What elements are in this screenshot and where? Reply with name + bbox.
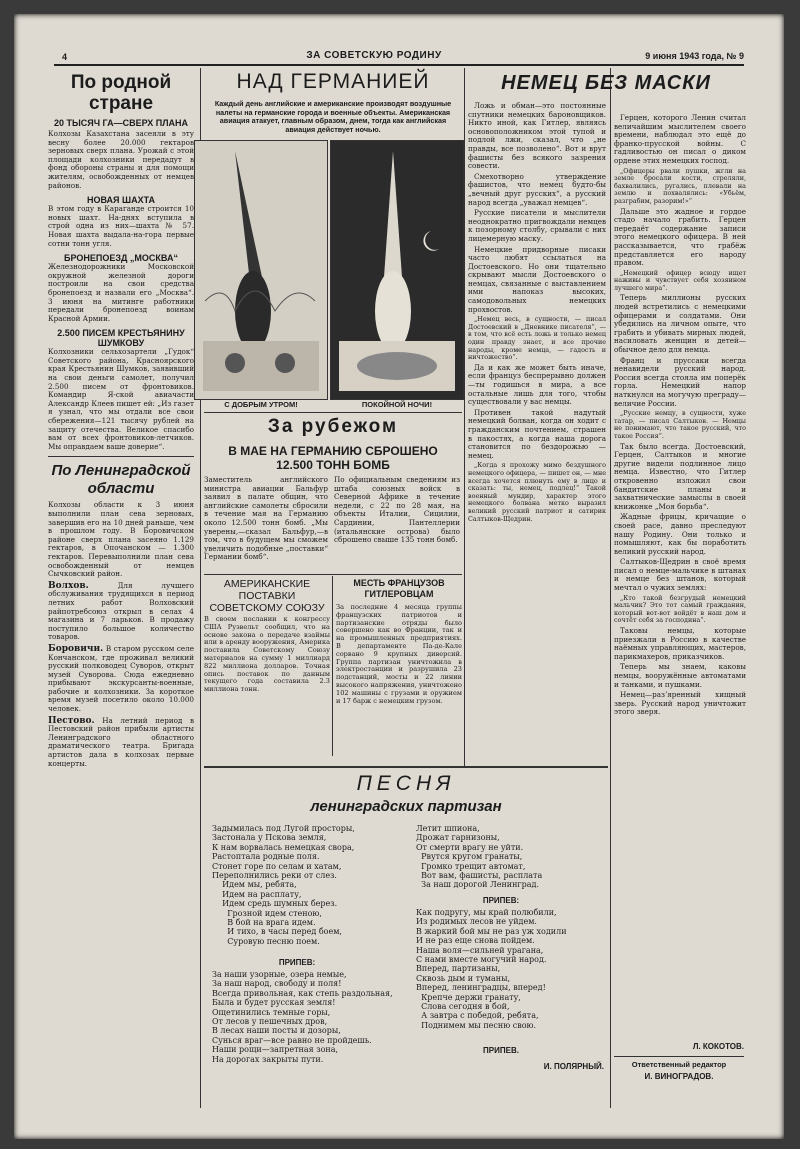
text-may-bombs-a: Заместитель английского министра авиации Бальфур заявил в палате общин, что английские самолеты сбросили в течение мая на Германию около 12.500 тонн бомб. „Мы уверены,—сказал Бальфур,—в том, что в будущем мы сможем увеличить подобные „поставки“ Германии бомб“.	[204, 475, 328, 562]
paragraph: Дальше это жадное и гордое стадо начало грабить. Герцен передаёт содержание записи этого немецкого офицера. В ней рассказывается, что грабёж представляется его народу правом.	[614, 206, 746, 268]
column-rule-2	[464, 68, 465, 768]
paragraph: Немец—раз’яренный хищный зверь. Русский народ уничтожит этого зверя.	[614, 690, 746, 717]
paragraph: Салтыков-Щедрин в своё время писал о немце-мальчике в штанах и немце без штанов, который мечтал о чужих землях:	[614, 557, 746, 593]
paragraph: Теперь мы знаем, каковы немцы, вооружённые автоматами и танками, и пушками.	[614, 662, 746, 689]
caption-good-night: ПОКОЙНОЙ НОЧИ!	[361, 400, 433, 409]
section-title-leningrad: По Ленинградской области	[51, 462, 191, 498]
page-number: 4	[62, 52, 68, 62]
paragraph: Таковы немцы, которые приезжали в Россию в качестве наёмных управляющих, мастеров, парикмахеров, приказчиков.	[614, 626, 746, 661]
quote: „Офицеры рвали пушки, жгли на земле бросали кости, стреляли, бахвалились, ругались, плевали на землю и похвалялись: «Убьём, разграбим, разорим!»“	[614, 166, 746, 205]
headline-mine: НОВАЯ ШАХТА	[87, 195, 155, 206]
editor-rule	[614, 1056, 744, 1057]
lead-over-germany: Каждый день английские и американские производят воздушные налеты на германские города и военные объекты. Американская авиация атакует, главным образом, днем, тогда как английская авиация действует ночью.	[214, 99, 452, 134]
song-top-rule	[204, 766, 608, 768]
left-divider	[48, 456, 194, 457]
song-author: И. ПОЛЯРНЫЙ.	[543, 1062, 604, 1071]
item-borovichi	[48, 645, 194, 714]
paragraph: Ложь и обман—это постоянные спутники немецких бароновщиков. Никто иной, как Гитлер, являясь основоположником этой тупой и подлой лжи, сказал, что „не правды, все позволено“. Вот и врут фашисты без всякого зазрения совести.	[468, 102, 606, 171]
paper-name: ЗА СОВЕТСКУЮ РОДИНУ	[306, 50, 442, 61]
text-train: Железнодорожники Московской окружной железной дороги построили на свои средства бронепоезд и назвали его „Москва“. 3 июня на митинге работники передали бронепоезд воинам Красной Армии.	[48, 262, 194, 323]
quote: „Кто такой безгрудый немецкий мальчик? Это тот самый гражданин, который вот-вот войдёт в наш дом и сочтёт себя за господина“.	[614, 593, 746, 625]
section-title-home: По родной стране	[70, 72, 172, 114]
paragraph: Немецкие придворные писаки часто любят ссылаться на Достоевского. Но они тщательно скрывают мысли Достоевского о немцах, связанные с выставлением ими напоказ высоких, самодовольных немецких прохвостов.	[468, 244, 606, 314]
quote: „Немец весь, в сущности, — писал Достоевский в „Дневнике писателя“, — в том, что всё есть ложь и только немец один правду знает, и все прочие народы, кроме немца, — гадость и ничтожество“.	[468, 315, 606, 362]
paragraph: Франц и пруссаки всегда ненавидели русский народ. Россия всегда стояла им поперёк горла. Немецкий напор наткнулся на могучую преграду—величие России.	[614, 355, 746, 408]
headline-lend-lease: АМЕРИКАНСКИЕ ПОСТАВКИ СОВЕТСКОМУ СОЮЗУ	[209, 578, 325, 614]
article-author: Л. КОКОТОВ.	[692, 1042, 744, 1051]
text-mine: В этом году в Караганде строится 10 новых шахт. На-днях вступила в строй одна из них—шахта № 57. Новая шахта выдала-на-гора первые сотни тонн угля.	[48, 204, 194, 248]
editor-name: И. ВИНОГРАДОВ.	[644, 1072, 714, 1081]
song-subtitle: ленинградских партизан	[310, 798, 502, 815]
paragraph: Да и как же может быть иначе, если француз беспрерывно должен—ты годишься в мира, а все остальные лишь для того, чтобы существовали у вас немцы.	[468, 362, 606, 407]
song-refrain-label-2: ПРИПЕВ:	[482, 896, 520, 905]
left-column	[48, 72, 194, 768]
bomb-illustration-left	[195, 141, 327, 399]
text-borovichi: В старом русском селе Кончанском, где проживал великий русский полководец Суворов, открыт музей Суворова. Сюда ежедневно прибывают экскурсанты-военные, рабочие и колхозники. За короткое время музей посетило около 10.000 человек.	[48, 643, 194, 714]
song-refrain-1: За наши узорные, озера немые, За наш народ, свободу и поля! Всегда привольная, как степь раздольная, Была и будет русская земля! Ощетинились темные горы, От лесов у пешечных дров, В лесах наши посты и дозоры, Сунься враг—все равно не пройдешь. Наши рощи—запретная зона, На дорогах закрыты пути.	[212, 970, 393, 1064]
song-title: ПЕСНЯ	[356, 772, 456, 795]
middle-divider	[204, 574, 462, 575]
paragraph: Герцен, которого Ленин считал величайшим мыслителем своего времени, наблюдал это ещё до франко-прусской войны. С гадливостью он писал о диком ордене этих немецких господ.	[614, 114, 746, 165]
paragraph: Теперь миллионы русских людей встретились с немецкими офицерами и солдатами. Они убедились на личном опыте, что грабить и убивать мирных людей, насиловать женщин и детей—обычное дело для немца.	[614, 293, 746, 355]
header-rule	[54, 64, 744, 66]
quote: „Русские немцу, в сущности, хуже татар, — писал Салтыков. — Немцы не понимают, что такое русский, что такое Россия“.	[614, 409, 746, 440]
headline-over-germany: НАД ГЕРМАНИЕЙ	[236, 70, 430, 93]
headline-german-unmasked: НЕМЕЦ БЕЗ МАСКИ	[501, 72, 711, 94]
paragraph: Жадные фрицы, кричащие о своей расе, давно преследуют нашу Родину. Они только и помышляют, как бы поработить великий русский народ.	[614, 512, 746, 556]
headline-may-bombs: В МАЕ НА ГЕРМАНИЮ СБРОШЕНО 12.500 ТОНН БОМБ	[228, 444, 438, 472]
newspaper-page	[14, 14, 784, 1139]
cartoon-panel-left	[194, 140, 328, 400]
middle-split-rule	[332, 576, 333, 756]
song-refrain-label: ПРИПЕВ:	[278, 958, 316, 967]
quote: „Когда я прохожу мимо бездушного немецкого офицера, — пишет он, — мне всегда хочется плюнуть ему в лицо и сказать: ты, немец, подлец!“ Такой военный мундир, характер этого немецкого болвана метко выразил великий русский патриот и сатирик Салтыков-Щедрин.	[468, 461, 606, 523]
text-letters: Колхозники сельхозартели „Гудок“ Советского района, Красноярского края Крестьянин Шумков, заявивший на свои деньги самолет, получил 2.500 писем от фронтовиков. Командир Я-ской авиачасти Александр Клеев пишет ей: „Из газет я узнал, что мы отдали все свои сбережения—121 тысячу рублей на защиту отечества. Великое спасибо вам от всех фронтовиков-летчиков. Мы оправдаем ваше доверие“.	[48, 347, 194, 451]
text-20000: Колхозы Казахстана засеяли в эту весну более 20.000 гектаров зерновых сверх плана. Урожай с этой площади колхозники передадут в фонд обороны страны и для помощи жителям, освобожденных от немцев районов.	[48, 129, 194, 190]
place-borovichi: Боровичи.	[48, 643, 104, 654]
article-col-1	[468, 102, 606, 762]
headline-letters: 2.500 ПИСЕМ КРЕСТЬЯНИНУ ШУМКОВУ	[57, 328, 185, 349]
song-verse-1: Задымилась под Лугой просторы, Застонала у Пскова земля, К нам ворвалась немецкая свора, Растоптала родные поля. Стонет горе по селам и хатам, Переполнились реки от слез. Идем мы, ребята, Идем на расплату, Идем средь шумных берез. Грозной идем стеною, В бой на врага идем. И тихо, в часы перед боем, Суровую песню поем.	[212, 824, 355, 946]
text-leningrad: Колхозы области к 3 июня выполнили план сева зерновых, завершив его на 10 дней раньше, чем в прошлом году. В Боровичском районе сверх плана засеяно 1.129 гектаров, в Опочанском — 1.300 гектаров. Перевыполнили план сева освобожденный от немцев Сычковский район.	[48, 500, 194, 579]
paragraph: Русские писатели и мыслители неоднократно пригвождали немцев к позорному столбу, срывали с них лицемерную маску.	[468, 208, 606, 243]
section-title-abroad: За рубежом	[267, 416, 399, 437]
song-verse-2: Летит шпиона, Дрожат гарнизоны, От смерти врагу не уйти. Рвутся кругом гранаты, Громко трещит автомат, Вот вам, фашисты, расплата За наш дорогой Ленинград.	[416, 824, 543, 890]
cartoon-panel-right	[330, 140, 464, 400]
headline-french-revenge: МЕСТЬ ФРАНЦУЗОВ ГИТЛЕРОВЦАМ	[353, 578, 445, 599]
item-pestovo	[48, 717, 194, 769]
headline-train: БРОНЕПОЕЗД „МОСКВА“	[64, 253, 178, 264]
text-may-bombs-b: По официальным сведениям из штаба союзных войск в Северной Африке в течение недели, с 22 по 28 мая, на объекты Италии, Сицилии, Сардинии, Пантеллерии (итальянские острова) было сброшено свыше 135 тонн бомб.	[334, 475, 460, 545]
text-french-revenge: За последние 4 месяца группы французских патриотов и партизанские отряды было совершено как во Франции, так и на промышленных предприятиях. В департаменте Па-де-Кале сорвано 9 крупных диверсий. Группа партизан уничтожила в электростанции и разрушила 23 подстанций, мосты и 22 линии высокого напряжения, уничтожено 102 машины с грузами и оружием и 17 барж с немецким грузом.	[336, 603, 462, 705]
bomb-illustration-right	[331, 141, 463, 399]
article-col-2	[614, 114, 746, 1034]
place-volkhov: Волхов.	[48, 580, 89, 591]
item-volkhov	[48, 582, 194, 642]
text-pestovo: На летний период в Пестовский район прибыли артисты Ленинградского областного драматического театра. Бригада артистов дала в колхозах первые концерты.	[48, 715, 194, 768]
issue-date: 9 июня 1943 года, № 9	[645, 51, 744, 61]
caption-good-morning: С ДОБРЫМ УТРОМ!	[224, 400, 298, 409]
paragraph: Так было всегда. Достоевский, Герцен, Салтыков и многие другие видели подлинное лицо немца. Известно, что Гитлер откровенно изложил свои бандитские планы и захватнические замыслы в своей книжонке „Моя борьба“.	[614, 441, 746, 511]
abroad-top-rule	[204, 412, 462, 413]
text-volkhov: Для лучшего обслуживания трудящихся в период летних работ Волховский райпотребсоюз открыл в селах 4 магазина и 7 ларьков. В продажу поступило большое количество товаров.	[48, 580, 194, 642]
song-verse-3: Как подругу, мы край полюбили, Из родимых лесов не уйдем. В жаркий бой мы не раз уж ходили И не раз еще снова пойдем. Наша воля—сильней урагана, С нами вместе могучий народ. Вперед, партизаны, Сквозь дым и туманы, Вперед, ленинградцы, вперед! Крепче держи гранату, Слова сегодня в бой, А завтра с победой, ребята, Поднимем мы песню свою.	[416, 908, 567, 1030]
text-lend-lease: В своем послании к конгрессу США Рузвельт сообщил, что на основе закона о передаче взаймы или в аренду вооружения, Америка поставила Советскому Союзу материалов на сумму 1 миллиард 822 миллиона долларов. Точная опись поставок по данным текущего года составила 2.3 миллиона тонн.	[204, 615, 330, 694]
quote: „Немецкий офицер всюду ищет наживы и чувствует себя хозяином лучшего мира“.	[614, 268, 746, 292]
column-rule-3	[610, 68, 611, 1108]
headline-20000: 20 ТЫСЯЧ ГА—СВЕРХ ПЛАНА	[53, 118, 189, 128]
song-refrain-end: ПРИПЕВ.	[483, 1046, 519, 1055]
editor-label: Ответственный редактор	[631, 1060, 727, 1069]
place-pestovo: Пестово.	[48, 715, 95, 726]
paragraph: Противен такой надутый немецкий болван, когда он ходит с гражданским почтением, страшен в пакостях, а когда наша дорога становится по бездорожью — немец.	[468, 407, 606, 460]
paragraph: Смехотворно утверждение фашистов, что немец будто-бы „вечный друг русских“, а русский народ всегда „уважал немцев“.	[468, 171, 606, 207]
